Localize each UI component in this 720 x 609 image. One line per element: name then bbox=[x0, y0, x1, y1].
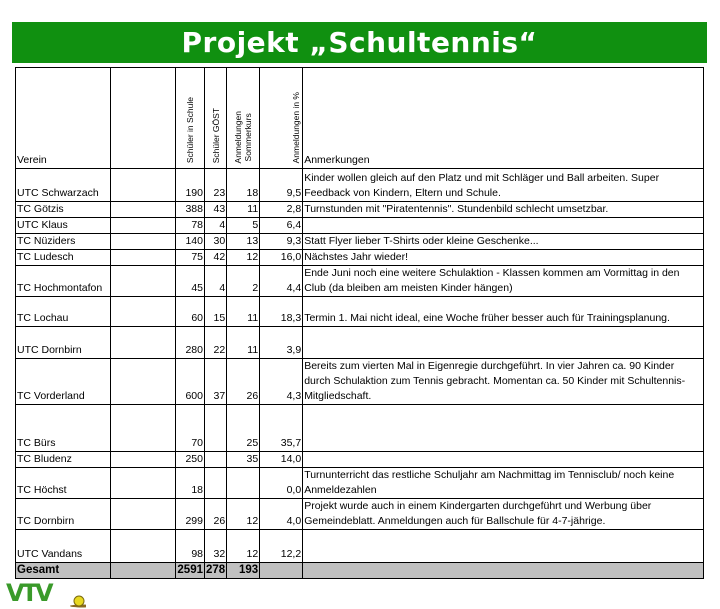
table-row bbox=[16, 405, 704, 452]
cell-goest: 23 bbox=[205, 169, 227, 202]
cell-anm: 25 bbox=[227, 405, 260, 452]
table-row bbox=[16, 297, 704, 327]
cell-anm: 11 bbox=[227, 327, 260, 359]
table-row bbox=[16, 169, 704, 202]
cell-anm: 11 bbox=[227, 297, 260, 327]
cell-anm: 26 bbox=[227, 359, 260, 405]
cell-goest: 37 bbox=[205, 359, 227, 405]
table-row bbox=[16, 452, 704, 468]
cell-goest: 15 bbox=[205, 297, 227, 327]
cell-note: Turnstunden mit "Piratentennis". Stundenbild schlecht umsetzbar. bbox=[303, 202, 704, 218]
cell-blank bbox=[111, 530, 176, 563]
cell-pct: 9,3 bbox=[260, 234, 303, 250]
cell-goest: 30 bbox=[205, 234, 227, 250]
cell-blank bbox=[111, 250, 176, 266]
cell-anm: 11 bbox=[227, 202, 260, 218]
cell-blank bbox=[111, 452, 176, 468]
cell-pct: 18,3 bbox=[260, 297, 303, 327]
cell-pct: 2,8 bbox=[260, 202, 303, 218]
total-row bbox=[16, 563, 704, 579]
cell-pct: 3,9 bbox=[260, 327, 303, 359]
header-schueler-goest: Schüler GÖST bbox=[210, 107, 221, 163]
cell-pct: 35,7 bbox=[260, 405, 303, 452]
cell-pct: 4,0 bbox=[260, 499, 303, 530]
cell-blank bbox=[111, 468, 176, 499]
cell-pct: 0,0 bbox=[260, 468, 303, 499]
cell-verein: TC Bludenz bbox=[16, 452, 111, 468]
cell-blank bbox=[111, 169, 176, 202]
cell-pct bbox=[260, 563, 303, 579]
cell-verein: TC Dornbirn bbox=[16, 499, 111, 530]
cell-goest: 4 bbox=[205, 266, 227, 297]
table-row bbox=[16, 530, 704, 563]
cell-anm: 13 bbox=[227, 234, 260, 250]
cell-anm: 12 bbox=[227, 250, 260, 266]
cell-note: Turnunterricht das restliche Schuljahr am Nachmittag im Tennisclub/ noch keine Anmeldezahlen bbox=[303, 468, 704, 499]
total-label: Gesamt bbox=[16, 563, 111, 579]
tennis-ball-icon bbox=[74, 596, 84, 606]
cell-blank bbox=[111, 218, 176, 234]
cell-pct: 14,0 bbox=[260, 452, 303, 468]
table-row bbox=[16, 499, 704, 530]
cell-note bbox=[303, 405, 704, 452]
cell-pct: 16,0 bbox=[260, 250, 303, 266]
cell-goest bbox=[205, 468, 227, 499]
cell-schule: 18 bbox=[176, 468, 205, 499]
cell-schule: 98 bbox=[176, 530, 205, 563]
cell-note bbox=[303, 563, 704, 579]
cell-schule: 75 bbox=[176, 250, 205, 266]
total-anm: 193 bbox=[227, 563, 260, 579]
cell-schule: 299 bbox=[176, 499, 205, 530]
table-row bbox=[16, 468, 704, 499]
total-schule: 2591 bbox=[176, 563, 205, 579]
cell-verein: TC Ludesch bbox=[16, 250, 111, 266]
cell-goest: 26 bbox=[205, 499, 227, 530]
cell-blank bbox=[111, 327, 176, 359]
table-row bbox=[16, 250, 704, 266]
total-goest: 278 bbox=[205, 563, 227, 579]
table-row bbox=[16, 327, 704, 359]
content-area bbox=[6, 67, 705, 609]
cell-note: Ende Juni noch eine weitere Schulaktion - Klassen kommen am Vormittag in den Club (da bleiben am meisten Kinder hängen) bbox=[303, 266, 704, 297]
cell-goest: 32 bbox=[205, 530, 227, 563]
title-banner bbox=[12, 22, 707, 63]
cell-goest: 4 bbox=[205, 218, 227, 234]
cell-blank bbox=[111, 266, 176, 297]
cell-verein: TC Hochmontafon bbox=[16, 266, 111, 297]
cell-verein: TC Bürs bbox=[16, 405, 111, 452]
cell-blank bbox=[111, 499, 176, 530]
cell-schule: 70 bbox=[176, 405, 205, 452]
cell-blank bbox=[111, 234, 176, 250]
cell-blank bbox=[111, 202, 176, 218]
header-anmerkungen: Anmerkungen bbox=[303, 68, 704, 169]
cell-schule: 190 bbox=[176, 169, 205, 202]
cell-pct: 4,4 bbox=[260, 266, 303, 297]
header-anmeldungen-sommerkurs: Anmeldungen Sommerkurs bbox=[233, 110, 254, 163]
cell-pct: 12,2 bbox=[260, 530, 303, 563]
cell-goest: 42 bbox=[205, 250, 227, 266]
cell-verein: TC Nüziders bbox=[16, 234, 111, 250]
cell-blank bbox=[111, 359, 176, 405]
cell-pct: 6,4 bbox=[260, 218, 303, 234]
cell-schule: 600 bbox=[176, 359, 205, 405]
cell-schule: 60 bbox=[176, 297, 205, 327]
cell-goest: 22 bbox=[205, 327, 227, 359]
cell-note bbox=[303, 452, 704, 468]
cell-verein: UTC Dornbirn bbox=[16, 327, 111, 359]
cell-verein: UTC Vandans bbox=[16, 530, 111, 563]
cell-anm bbox=[227, 468, 260, 499]
cell-schule: 250 bbox=[176, 452, 205, 468]
cell-anm: 5 bbox=[227, 218, 260, 234]
cell-anm: 12 bbox=[227, 499, 260, 530]
cell-verein: TC Götzis bbox=[16, 202, 111, 218]
cell-verein: UTC Schwarzach bbox=[16, 169, 111, 202]
cell-verein: UTC Klaus bbox=[16, 218, 111, 234]
svg-text:VTV: VTV bbox=[6, 581, 51, 607]
cell-schule: 280 bbox=[176, 327, 205, 359]
table-row bbox=[16, 359, 704, 405]
header-anmeldungen-pct: Anmeldungen in % bbox=[291, 91, 302, 163]
cell-note bbox=[303, 218, 704, 234]
cell-goest: 43 bbox=[205, 202, 227, 218]
page-title: Projekt „Schultennis“ bbox=[181, 26, 538, 59]
header-blank bbox=[111, 68, 176, 169]
cell-goest bbox=[205, 452, 227, 468]
cell-note: Bereits zum vierten Mal in Eigenregie durchgeführt. In vier Jahren ca. 90 Kinder durch Schulaktion zum Tennis gebracht. Momentan ca. 50 Kinder mit Schultennis-Mitgliedschaft. bbox=[303, 359, 704, 405]
cell-blank bbox=[111, 563, 176, 579]
cell-anm: 2 bbox=[227, 266, 260, 297]
table-row bbox=[16, 202, 704, 218]
header-row bbox=[16, 68, 704, 169]
cell-blank bbox=[111, 405, 176, 452]
cell-note bbox=[303, 530, 704, 563]
cell-note: Kinder wollen gleich auf den Platz und mit Schläger und Ball arbeiten. Super Feedback von Kindern, Eltern und Schule. bbox=[303, 169, 704, 202]
cell-goest bbox=[205, 405, 227, 452]
cell-verein: TC Höchst bbox=[16, 468, 111, 499]
table-row bbox=[16, 266, 704, 297]
cell-note: Termin 1. Mai nicht ideal, eine Woche früher besser auch für Trainingsplanung. bbox=[303, 297, 704, 327]
cell-pct: 4,3 bbox=[260, 359, 303, 405]
cell-note bbox=[303, 327, 704, 359]
vtv-logo bbox=[6, 581, 86, 609]
header-schueler-schule: Schüler in Schule bbox=[185, 96, 195, 163]
cell-anm: 18 bbox=[227, 169, 260, 202]
table-row bbox=[16, 218, 704, 234]
cell-anm: 12 bbox=[227, 530, 260, 563]
cell-schule: 140 bbox=[176, 234, 205, 250]
cell-pct: 9,5 bbox=[260, 169, 303, 202]
table-row bbox=[16, 234, 704, 250]
cell-schule: 78 bbox=[176, 218, 205, 234]
header-verein: Verein bbox=[16, 68, 111, 169]
cell-note: Statt Flyer lieber T-Shirts oder kleine Geschenke... bbox=[303, 234, 704, 250]
cell-note: Projekt wurde auch in einem Kindergarten durchgeführt und Werbung über Gemeindeblatt. Anmeldungen auch für Ballschule für 4-7-jährige. bbox=[303, 499, 704, 530]
cell-verein: TC Lochau bbox=[16, 297, 111, 327]
cell-blank bbox=[111, 297, 176, 327]
schultennis-table bbox=[15, 67, 704, 579]
cell-note: Nächstes Jahr wieder! bbox=[303, 250, 704, 266]
cell-verein: TC Vorderland bbox=[16, 359, 111, 405]
cell-anm: 35 bbox=[227, 452, 260, 468]
cell-schule: 388 bbox=[176, 202, 205, 218]
cell-schule: 45 bbox=[176, 266, 205, 297]
